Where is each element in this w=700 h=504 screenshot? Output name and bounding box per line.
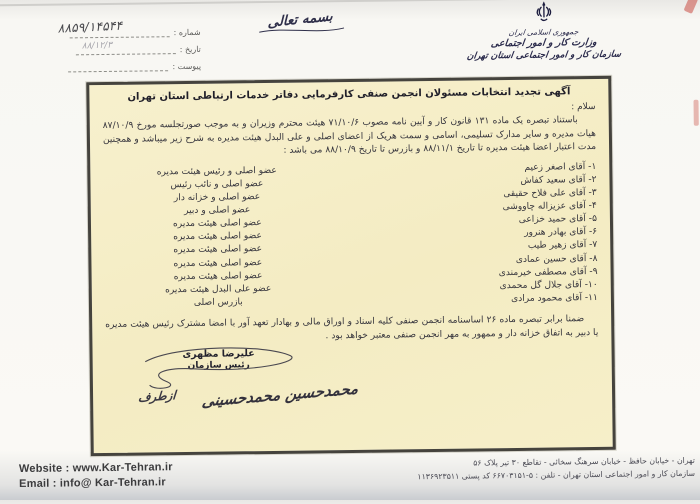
- attachment-label: پیوست :: [172, 61, 202, 72]
- on-behalf-signature: [137, 379, 360, 411]
- official-signature-block: [154, 348, 284, 372]
- member-name: ۶- آقای بهادر هنرور: [524, 227, 598, 239]
- member-name: ۱۰- آقای جلال گل محمدی: [499, 279, 598, 291]
- member-name: ۳- آقای علی فلاح حقیقی: [503, 188, 597, 200]
- handwritten-date: ۸۸/۱۲/۳: [81, 40, 113, 52]
- member-role: عضو اصلی هیئت مدیره: [173, 270, 263, 282]
- paragraph-legal-basis: باستناد تبصره یک ماده ۱۳۱ قانون کار و آیین نامه مصوب ۷۱/۱۰/۶ هیئت محترم وزیران و به موجب صورتجلسه مورخ ۸۷/۱۰/۹ هیات مدیره و سایر مدارک تسلیمی، اسامی و سمت هریک از اعضای اصلی و علی البدل هیئت مدیره به شرح زیر میباشد و همچنین مدت اعتبار اعضا هیئت مدیره تا تاریخ ۸۸/۱۱/۱ و بازرس تا تاریخ ۸۸/۱۰/۹ می باشد :: [102, 115, 597, 157]
- salutation: سلام :: [571, 101, 596, 113]
- member-role: عضو اصلی و دبیر: [184, 205, 251, 217]
- member-name: ۴- آقای عزیزاله چاووشی: [502, 201, 597, 213]
- besmele-text: بسمه تعالی: [267, 8, 334, 31]
- iran-emblem-icon: [425, 0, 661, 28]
- member-name: ۱- آقای اصغر زعیم: [524, 161, 597, 173]
- paragraph-signing-authority: ضمنا برابر تبصره ماده ۲۶ اساسنامه انجمن صنفی کلیه اسناد و اوراق مالی و بهادار تعهد آور با امضا مشترک رئیس هیئت مدیره یا دبیر به اتفاق خزانه دار و ممهور به مهر انجمن صنفی معتبر خواهد بود .: [105, 314, 599, 341]
- org-line-organization: سازمان کار و امور اجتماعی استان تهران: [466, 49, 622, 62]
- member-role: عضو اصلی هیئت مدیره: [173, 231, 262, 243]
- meta-date-row: [16, 40, 201, 56]
- footer-address-line1: تهران - خیابان حافظ - خیابان سرهنگ سخائی - تقاطع ۳۰ تیر پلاک ۵۶: [473, 455, 695, 468]
- member-name: ۹- آقای مصطفی خیرمندی: [498, 266, 598, 278]
- member-role: عضو اصلی و نائب رئیس: [170, 179, 264, 191]
- footer-email: Email : info@ Kar-Tehran.ir: [19, 476, 166, 491]
- attachment-dotted-line: [68, 64, 168, 72]
- handwritten-number: ۸۸۵۹/۱۴۵۴۴: [57, 17, 123, 36]
- member-name: ۷- آقای زهیر طیب: [527, 240, 598, 252]
- member-role: عضو اصلی و رئیس هیئت مدیره: [156, 165, 277, 178]
- signatory-name: علیرضا مظهری: [182, 348, 255, 361]
- member-role: بازرس اصلی: [193, 297, 243, 308]
- footer-address-fa: [417, 455, 695, 484]
- member-name: ۲- آقای سعید کفاش: [520, 175, 597, 186]
- signatory-title: رئیس سازمان: [187, 360, 250, 372]
- red-stamp-mark: [684, 0, 699, 14]
- red-edge-mark: [693, 100, 698, 126]
- org-line-country: جمهوری اسلامی ایران: [508, 27, 580, 38]
- org-block: [425, 0, 662, 62]
- handwritten-signature: محمدحسین محمدحسینی: [200, 379, 360, 411]
- org-line-ministry: وزارت کار و امور اجتماعی: [490, 36, 598, 50]
- date-dotted-line: [76, 40, 176, 55]
- footer-address-line2: سازمان کار و امور اجتماعی استان تهران - تلفن : ۵-۶۶۷۰۳۱۵۱ کد پستی ۱۱۳۶۹۲۳۵۱۱: [417, 468, 696, 482]
- signature-area: [105, 342, 599, 422]
- member-role: عضو اصلی و خزانه دار: [173, 192, 261, 204]
- member-role: عضو اصلی هیئت مدیره: [173, 244, 263, 256]
- member-role: عضو اصلی هیئت مدیره: [173, 257, 263, 269]
- member-name: ۵- آقای حمید خزاعی: [518, 214, 598, 226]
- meta-attachment-row: [16, 62, 201, 73]
- member-role: عضو علی البدل هیئت مدیره: [165, 283, 272, 296]
- date-label: تاریخ :: [179, 44, 201, 55]
- footer-contact-en: [19, 460, 173, 493]
- members-list: [103, 161, 598, 311]
- number-dotted-line: [57, 17, 170, 38]
- footer: [3, 452, 700, 497]
- member-name: ۸- آقای حسین عمادی: [515, 253, 598, 265]
- on-behalf-word: ازطرف: [137, 388, 177, 405]
- member-name: ۱۱- آقای محمود مرادی: [511, 292, 598, 304]
- document-body: [86, 76, 616, 456]
- member-role: عضو اصلی هیئت مدیره: [172, 218, 262, 230]
- number-label: شماره :: [173, 27, 201, 38]
- meta-number-row: [16, 17, 201, 39]
- announcement-title: آگهی تجدید انتخابات مسئولان انجمن صنفی کارفرمایی دفاتر خدمات ارتباطی استان تهران: [127, 86, 571, 103]
- besmele: [235, 8, 365, 37]
- footer-website: Website : www.Kar-Tehran.ir: [18, 461, 173, 476]
- letterhead-meta: [16, 17, 202, 81]
